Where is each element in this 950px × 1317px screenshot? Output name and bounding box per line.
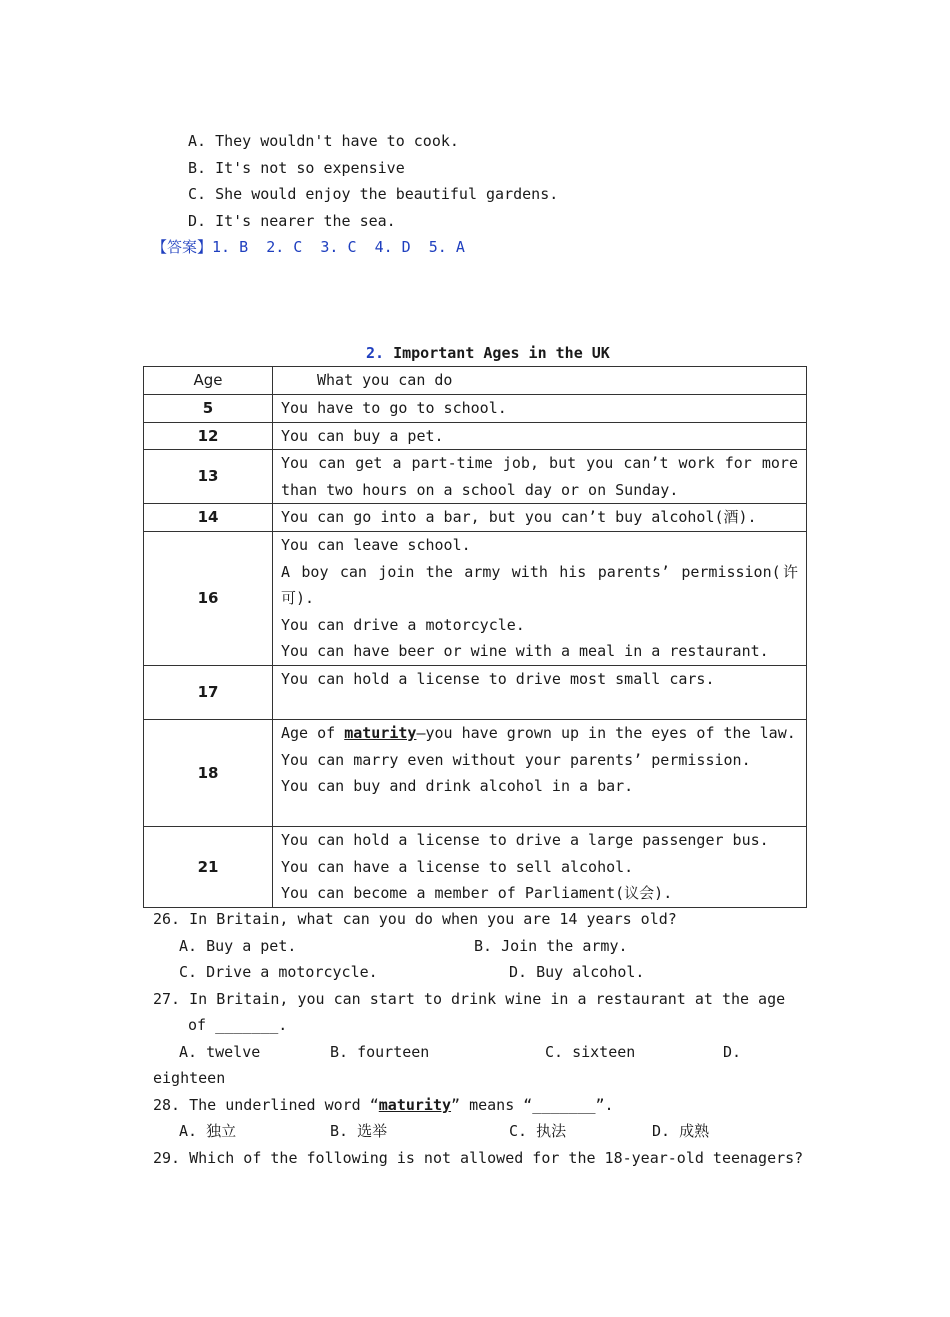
age-cell: 13 (144, 450, 273, 504)
section-title (366, 343, 610, 363)
q26-option-a: A. Buy a pet. (179, 937, 297, 955)
desc-line: You can hold a license to drive most small cars. (281, 669, 715, 688)
question-27-cont: of _______. (188, 1016, 288, 1034)
table-row (144, 719, 807, 826)
age-cell: 21 (144, 826, 273, 907)
age-cell: 14 (144, 504, 273, 532)
table-row (144, 826, 807, 907)
q27-option-b: B. fourteen (330, 1043, 430, 1061)
section-title-text: Important Ages in the UK (393, 344, 610, 362)
answer-text: 1. B 2. C 3. C 4. D 5. A (212, 238, 465, 256)
q28-option-b: B. 选举 (330, 1122, 388, 1140)
desc-line: You have to go to school. (281, 399, 507, 417)
q27-option-d: D. (723, 1043, 742, 1061)
question-29: 29. Which of the following is not allowed for the 18-year-old teenagers? (153, 1149, 804, 1167)
age-cell: 17 (144, 665, 273, 719)
desc-line: You can drive a motorcycle. (281, 615, 525, 634)
age-cell: 16 (144, 531, 273, 665)
desc-line: You can leave school. (281, 535, 471, 554)
q27-option-a: A. twelve (179, 1043, 261, 1061)
desc-line: You can hold a license to drive a large passenger bus. (281, 830, 769, 849)
question-26: 26. In Britain, what can you do when you are 14 years old? (153, 910, 677, 928)
desc-line (281, 720, 798, 747)
q28-option-d: D. 成熟 (652, 1122, 710, 1140)
q28-text: 28. The underlined word “ (153, 1096, 379, 1114)
age-cell: 18 (144, 719, 273, 826)
underlined-word: maturity (378, 1096, 452, 1114)
table-row (144, 395, 807, 423)
question-28 (153, 1095, 614, 1115)
answer-label: 【答案】 (152, 238, 213, 256)
table-header-row (144, 367, 807, 395)
q26-option-c: C. Drive a motorcycle. (179, 963, 378, 981)
desc-cell (273, 450, 807, 504)
answer-key (152, 237, 465, 257)
table-row (144, 422, 807, 450)
header-age: Age (144, 367, 273, 395)
option-a: A. They wouldn't have to cook. (188, 132, 459, 150)
desc-line: You can get a part-time job, but you can’t work for more than two hours on a school day or on Sunday. (281, 454, 798, 499)
desc-cell (273, 422, 807, 450)
desc-cell (273, 504, 807, 532)
desc-line: You can buy a pet. (281, 426, 444, 445)
table-row (144, 450, 807, 504)
option-d: D. It's nearer the sea. (188, 212, 396, 230)
table-row (144, 665, 807, 719)
ages-table (143, 366, 807, 908)
option-c: C. She would enjoy the beautiful gardens. (188, 185, 559, 203)
age-cell: 12 (144, 422, 273, 450)
desc-cell (273, 531, 807, 665)
table-row (144, 504, 807, 532)
desc-line: You can have beer or wine with a meal in a restaurant. (281, 642, 769, 661)
desc-line: You can become a member of Parliament(议会). (281, 884, 673, 903)
desc-cell (273, 395, 807, 423)
q28-text: ” means “_______”. (451, 1096, 614, 1114)
q28-option-c: C. 执法 (509, 1122, 567, 1140)
desc-text: Age of (281, 723, 345, 742)
desc-line: You can buy and drink alcohol in a bar. (281, 777, 634, 796)
desc-cell (273, 665, 807, 719)
q27-option-c: C. sixteen (545, 1043, 636, 1061)
option-b: B. It's not so expensive (188, 159, 405, 177)
desc-line: A boy can join the army with his parents’ permission(许可). (281, 562, 798, 608)
question-27: 27. In Britain, you can start to drink wine in a restaurant at the age (153, 990, 786, 1008)
desc-line: You can go into a bar, but you can’t buy alcohol(酒). (281, 508, 757, 527)
desc-cell (273, 826, 807, 907)
desc-line: You can have a license to sell alcohol. (281, 857, 634, 876)
underlined-word: maturity (344, 723, 417, 742)
q28-option-a: A. 独立 (179, 1122, 237, 1140)
table-row (144, 531, 807, 665)
q26-option-b: B. Join the army. (474, 937, 628, 955)
desc-text: —you have grown up in the eyes of the law. (416, 723, 796, 742)
desc-cell (273, 719, 807, 826)
section-number: 2. (366, 344, 385, 362)
desc-line: You can marry even without your parents’ permission. (281, 750, 751, 769)
q27-option-d-text: eighteen (153, 1069, 226, 1087)
q26-option-d: D. Buy alcohol. (509, 963, 645, 981)
age-cell: 5 (144, 395, 273, 423)
header-what: What you can do (273, 367, 807, 395)
